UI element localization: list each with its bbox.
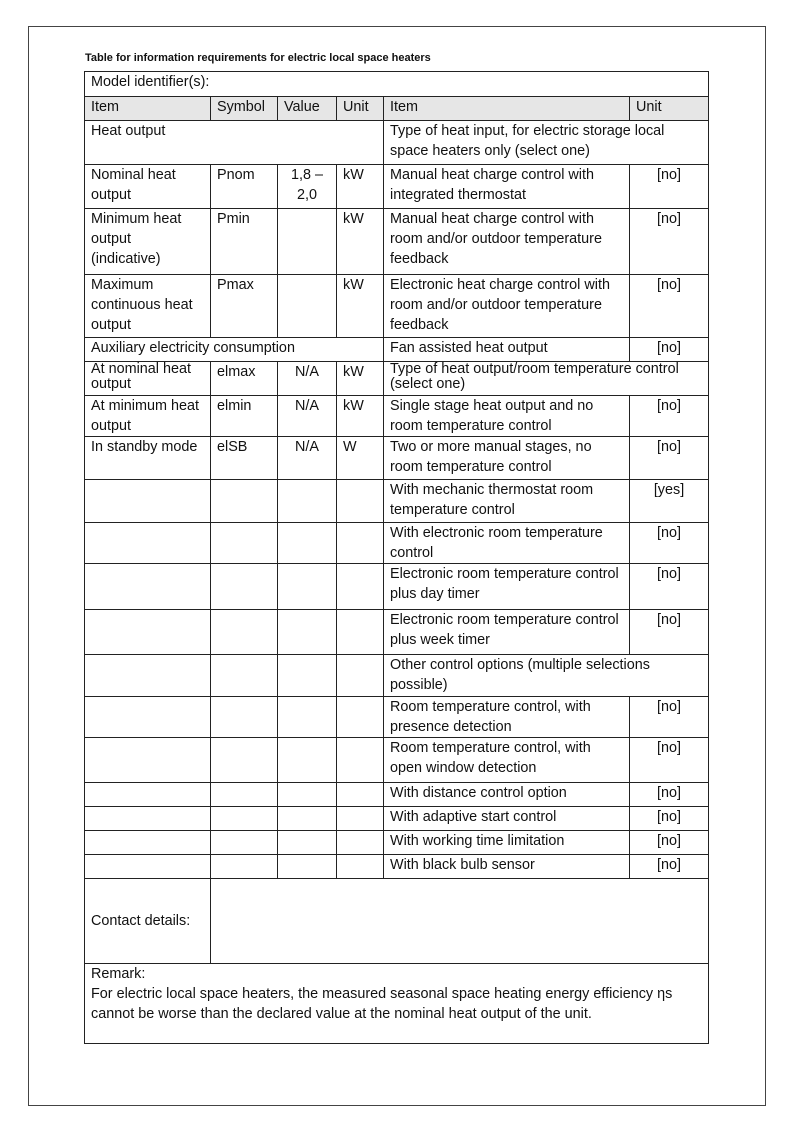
table-row: [85, 610, 709, 655]
item-cell: Minimum heat output (indicative): [85, 209, 211, 275]
symbol-cell: Pmin: [211, 209, 278, 275]
header-symbol: Symbol: [211, 97, 278, 121]
value-cell: N/A: [278, 437, 337, 480]
symbol-cell: Pmax: [211, 275, 278, 338]
table-row: [85, 275, 709, 338]
table-row: [85, 165, 709, 209]
right-item-cell: Manual heat charge control with integrated thermostat: [384, 165, 630, 209]
right-item-cell: With working time limitation: [384, 831, 630, 855]
right-item-cell: With distance control option: [384, 783, 630, 807]
right-unit-cell: [no]: [630, 396, 709, 437]
symbol-cell: Pnom: [211, 165, 278, 209]
value-cell: N/A: [278, 396, 337, 437]
heat-input-type-label: Type of heat input, for electric storage local space heaters only (select one): [384, 121, 709, 165]
right-unit-cell: [no]: [630, 437, 709, 480]
right-unit-cell: [no]: [630, 338, 709, 362]
heat-output-section-row: [85, 121, 709, 165]
item-cell: At nominal heat output: [85, 362, 211, 396]
right-unit-cell: [no]: [630, 783, 709, 807]
right-item-cell: Electronic room temperature control plus day timer: [384, 564, 630, 610]
header-unit-right: Unit: [630, 97, 709, 121]
right-item-cell: With black bulb sensor: [384, 855, 630, 879]
item-cell: Maximum continuous heat output: [85, 275, 211, 338]
right-item-cell: Electronic heat charge control with room and/or outdoor temperature feedback: [384, 275, 630, 338]
table-row: [85, 697, 709, 738]
right-item-cell: Electronic room temperature control plus week timer: [384, 610, 630, 655]
header-value: Value: [278, 97, 337, 121]
item-cell: At minimum heat output: [85, 396, 211, 437]
right-item-cell: Room temperature control, with presence detection: [384, 697, 630, 738]
right-unit-cell: [no]: [630, 697, 709, 738]
right-item-cell: Room temperature control, with open window detection: [384, 738, 630, 783]
right-unit-cell: [no]: [630, 564, 709, 610]
right-unit-cell: [no]: [630, 807, 709, 831]
right-unit-cell: [no]: [630, 610, 709, 655]
table-row: [85, 564, 709, 610]
other-control-options-label: Other control options (multiple selections possible): [384, 655, 709, 697]
table-row: [85, 523, 709, 564]
header-item-right: Item: [384, 97, 630, 121]
right-unit-cell: [no]: [630, 738, 709, 783]
contact-details-value: [211, 879, 709, 964]
remark-label: Remark:: [91, 966, 146, 982]
unit-cell: kW: [337, 396, 384, 437]
right-unit-cell: [no]: [630, 209, 709, 275]
right-item-cell: With electronic room temperature control: [384, 523, 630, 564]
right-unit-cell: [no]: [630, 165, 709, 209]
remark-text: For electric local space heaters, the measured seasonal space heating energy efficiency ηs cannot be worse than the declared value at the nominal heat output of the unit.: [91, 986, 673, 1022]
model-row: [85, 72, 709, 97]
unit-cell: kW: [337, 362, 384, 396]
table-row: [85, 855, 709, 879]
heat-output-control-type-label: Type of heat output/room temperature control (select one): [384, 362, 709, 396]
table-row: [85, 396, 709, 437]
value-cell: [278, 275, 337, 338]
table-row: [85, 480, 709, 523]
symbol-cell: elmax: [211, 362, 278, 396]
value-cell: N/A: [278, 362, 337, 396]
table-row: [85, 437, 709, 480]
table-row: [85, 831, 709, 855]
symbol-cell: elmin: [211, 396, 278, 437]
right-item-cell: With adaptive start control: [384, 807, 630, 831]
right-item-cell: Fan assisted heat output: [384, 338, 630, 362]
right-item-cell: With mechanic thermostat room temperature control: [384, 480, 630, 523]
right-item-cell: Manual heat charge control with room and/or outdoor temperature feedback: [384, 209, 630, 275]
auxiliary-section-label: Auxiliary electricity consumption: [85, 338, 384, 362]
unit-cell: kW: [337, 209, 384, 275]
right-item-cell: Two or more manual stages, no room temperature control: [384, 437, 630, 480]
unit-cell: W: [337, 437, 384, 480]
table-row: [85, 783, 709, 807]
unit-cell: kW: [337, 165, 384, 209]
value-cell: 1,8 – 2,0: [278, 165, 337, 209]
right-unit-cell: [yes]: [630, 480, 709, 523]
table-row: [85, 807, 709, 831]
remark-cell: [85, 964, 709, 1044]
info-table: [84, 71, 709, 1044]
right-unit-cell: [no]: [630, 855, 709, 879]
table-row: [85, 655, 709, 697]
document-title: Table for information requirements for electric local space heaters: [85, 52, 431, 64]
model-identifier-label: Model identifier(s):: [85, 72, 709, 97]
item-cell: In standby mode: [85, 437, 211, 480]
header-unit: Unit: [337, 97, 384, 121]
right-item-cell: Single stage heat output and no room temperature control: [384, 396, 630, 437]
item-cell: Nominal heat output: [85, 165, 211, 209]
table-row: [85, 362, 709, 396]
right-unit-cell: [no]: [630, 275, 709, 338]
value-cell: [278, 209, 337, 275]
header-item: Item: [85, 97, 211, 121]
right-unit-cell: [no]: [630, 831, 709, 855]
symbol-cell: elSB: [211, 437, 278, 480]
right-unit-cell: [no]: [630, 523, 709, 564]
remark-row: [85, 964, 709, 1044]
heat-output-section-label: Heat output: [85, 121, 384, 165]
contact-row: [85, 879, 709, 964]
header-row: [85, 97, 709, 121]
contact-details-label: Contact details:: [85, 879, 211, 964]
table-row: [85, 738, 709, 783]
auxiliary-section-row: [85, 338, 709, 362]
unit-cell: kW: [337, 275, 384, 338]
table-row: [85, 209, 709, 275]
